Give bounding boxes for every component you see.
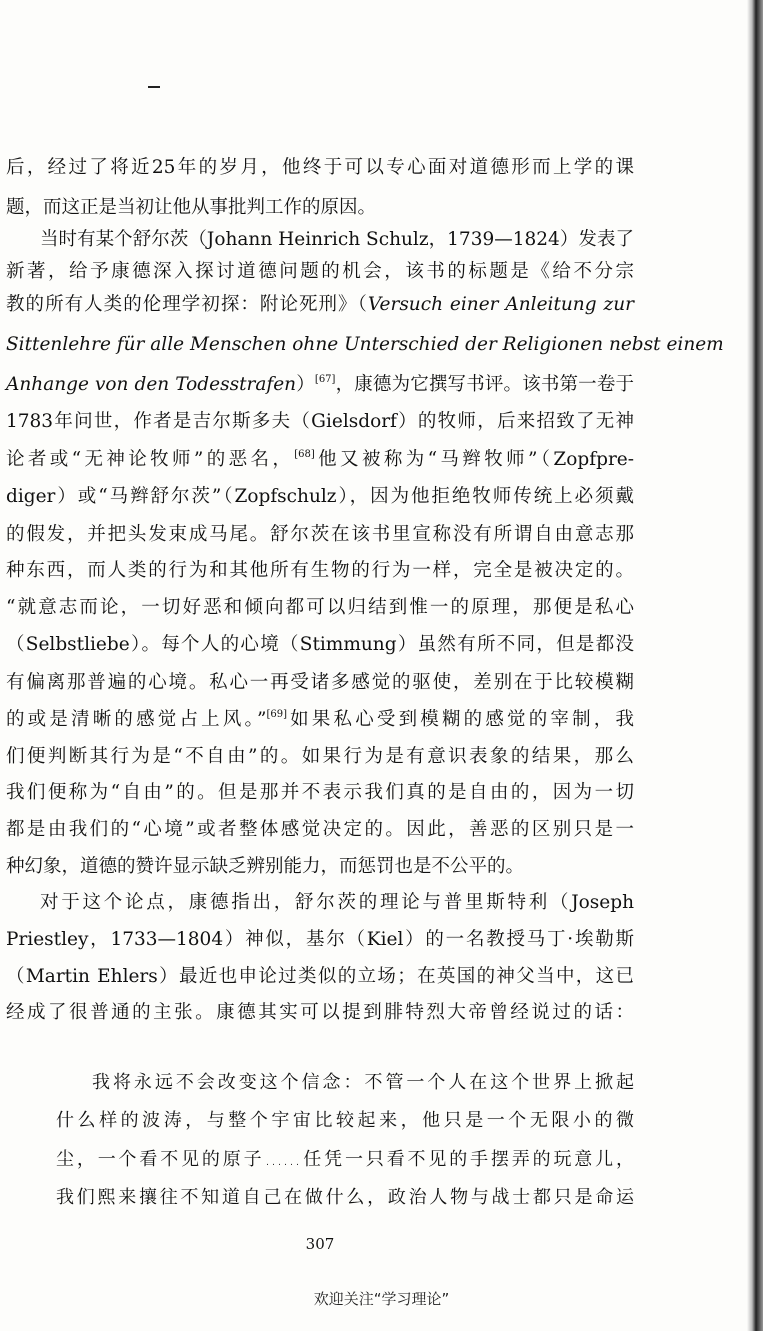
footnote-ref: [68] xyxy=(294,449,315,460)
body-line: “就意志而论，一切好恶和倾向都可以归结到惟一的原理，那便是私心 xyxy=(6,597,634,618)
body-line xyxy=(6,445,634,475)
body-line xyxy=(6,370,634,400)
body-line: （Martin Ehlers）最近也申论过类似的立场；在英国的神父当中，这已 xyxy=(6,966,634,987)
body-line xyxy=(6,705,634,735)
page-number: 307 xyxy=(305,1235,335,1253)
body-line: 种东西，而人类的行为和其他所有生物的行为一样，完全是被决定的。 xyxy=(6,560,634,581)
body-line: 都是由我们的“心境”或者整体感觉决定的。因此，善恶的区别只是一 xyxy=(6,819,634,840)
scan-mark xyxy=(148,86,160,88)
quote-line: 我们熙来攘往不知道自己在做什么，政治人物与战士都只是命运 xyxy=(56,1187,634,1208)
body-text: 的或是清晰的感觉占上风。” xyxy=(6,709,267,730)
body-text: 论者或“无神论牧师”的恶名， xyxy=(6,449,295,470)
body-line: 我们便称为“自由”的。但是那并不表示我们真的是自由的，因为一切 xyxy=(6,782,634,803)
page-binding-edge xyxy=(747,0,763,1331)
footnote-ref: [69] xyxy=(266,709,287,720)
book-title-italic: Sittenlehre für alle Menschen ohne Unterschied der Religionen nebst einem xyxy=(6,334,724,355)
footer-watermark: 欢迎关注“学习理论” xyxy=(313,1290,450,1308)
body-line: diger）或“马辫舒尔茨”（Zopfschulz），因为他拒绝牧师传统上必须戴 xyxy=(6,486,634,507)
body-line: 当时有某个舒尔茨（Johann Heinrich Schulz，1739—1824）发表了 xyxy=(40,229,634,250)
body-line: 题，而这正是当初让他从事批判工作的原因。 xyxy=(6,197,377,218)
quote-line: 我将永远不会改变这个信念：不管一个人在这个世界上掀起 xyxy=(92,1072,634,1093)
book-title-italic: Anhange von den Todesstrafen xyxy=(6,374,297,395)
body-line: 们便判断其行为是“不自由”的。如果行为是有意识表象的结果，那么 xyxy=(6,746,634,767)
body-line: 有偏离那普遍的心境。私心一再受诸多感觉的驱使，差别在于比较模糊 xyxy=(6,672,634,693)
body-line: Priestley，1733—1804）神似，基尔（Kiel）的一名教授马丁·埃勒斯 xyxy=(6,929,634,950)
body-text: 教的所有人类的伦理学初探：附论死刑》（ xyxy=(6,294,368,315)
body-line: 种幻象，道德的赞许显示缺乏辨别能力，而惩罚也是不公平的。 xyxy=(6,856,525,877)
body-line: 1783年问世，作者是吉尔斯多夫（Gielsdorf）的牧师，后来招致了无神 xyxy=(6,411,634,432)
body-line xyxy=(6,290,634,320)
quote-line: 什么样的波涛，与整个宇宙比较起来，他只是一个无限小的微 xyxy=(56,1110,634,1131)
body-text: ，康德为它撰写书评。该书第一卷于 xyxy=(335,374,634,395)
body-line xyxy=(6,330,724,360)
body-text: ） xyxy=(296,374,315,395)
body-line: 新著，给予康德深入探讨道德问题的机会，该书的标题是《给不分宗 xyxy=(6,261,634,282)
body-line: 的假发，并把头发束成马尾。舒尔茨在该书里宣称没有所谓自由意志那 xyxy=(6,524,634,545)
body-text: 如果私心受到模糊的感觉的宰制，我 xyxy=(286,709,634,730)
body-text: 他又被称为“马辫牧师”（Zopfpre- xyxy=(314,449,634,470)
footnote-ref: [67] xyxy=(314,374,336,385)
book-title-italic: Versuch einer Anleitung zur xyxy=(367,294,634,315)
body-line: 后，经过了将近25年的岁月，他终于可以专心面对道德形而上学的课 xyxy=(6,157,634,178)
quote-line: 尘，一个看不见的原子……任凭一只看不见的手摆弄的玩意儿， xyxy=(56,1149,634,1170)
body-line: （Selbstliebe）。每个人的心境（Stimmung）虽然有所不同，但是都没 xyxy=(6,634,634,655)
body-line: 对于这个论点，康德指出，舒尔茨的理论与普里斯特利（Joseph xyxy=(40,892,634,913)
body-line: 经成了很普通的主张。康德其实可以提到腓特烈大帝曾经说过的话： xyxy=(6,1002,634,1023)
